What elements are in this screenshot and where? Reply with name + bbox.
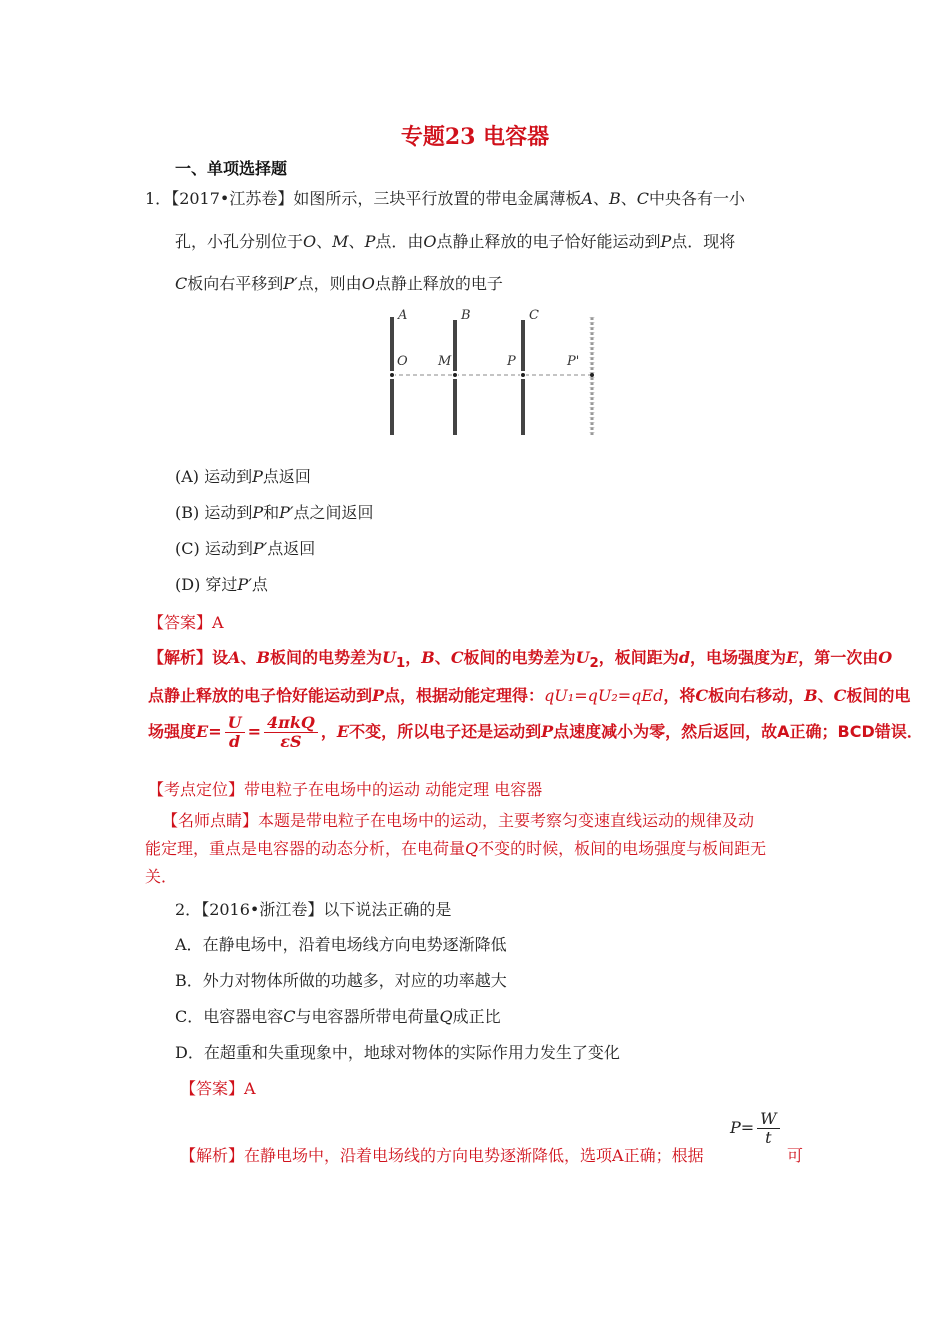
t: 、	[240, 648, 257, 667]
sub: 1	[395, 656, 406, 672]
t: =	[247, 722, 261, 741]
option-text: 点返回	[267, 539, 316, 558]
var-p-prime: P′	[237, 575, 252, 594]
answer-value: A	[244, 1079, 256, 1098]
option-text: 运动到	[204, 539, 253, 558]
var-c: C	[283, 1007, 296, 1026]
option-key: C．	[175, 1007, 204, 1026]
var-o: O	[361, 274, 375, 293]
q1-text: 点静止释放的电子	[374, 274, 503, 293]
q2-answer	[180, 1076, 256, 1099]
option-text: 和	[263, 503, 280, 522]
sep: 、	[316, 232, 333, 251]
q2-analysis	[180, 1143, 704, 1166]
t: 不变，所以电子还是运动到	[349, 722, 542, 741]
eq: =	[740, 1118, 755, 1137]
q2-text: 以下说法正确的是	[323, 900, 452, 919]
var: O	[878, 648, 893, 667]
q1-analysis-line-1	[148, 645, 892, 671]
t: 板间的电	[846, 686, 911, 705]
t: ，	[405, 648, 422, 667]
q1-option-c[interactable]	[175, 536, 315, 559]
option-key: D．	[175, 1043, 204, 1062]
var: B	[421, 648, 435, 667]
q1-number: 1．	[145, 189, 172, 208]
option-text: 外力对物体所做的功越多，对应的功率越大	[202, 971, 507, 990]
capacitor-plates-diagram	[370, 305, 620, 440]
var: d	[678, 648, 690, 667]
var: A	[228, 648, 241, 667]
t: 点速度减小为零，然后返回，故	[553, 722, 778, 741]
page-title: 专题23 电容器	[400, 124, 550, 150]
var-p-prime: P′	[283, 274, 298, 293]
option-key: (D)	[175, 575, 201, 594]
t: ，电场强度为	[690, 648, 787, 667]
num: 4πkQ	[264, 714, 318, 733]
var: B	[804, 686, 818, 705]
var: E	[786, 648, 799, 667]
den: εS	[280, 732, 302, 751]
q1-text: 孔，小孔分别位于	[175, 232, 304, 251]
var: C	[450, 648, 464, 667]
q1-text: 点．现将	[671, 232, 736, 251]
var-p: P	[660, 232, 672, 251]
sep: 、	[592, 189, 609, 208]
label-b: B	[461, 308, 471, 323]
q1-dianjing-line-1	[162, 808, 754, 831]
label-p-prime: P'	[567, 354, 580, 369]
point-p	[521, 373, 525, 377]
q1-dianjing-line-3: 关．	[145, 867, 178, 886]
t: 、	[434, 648, 451, 667]
t: =	[208, 722, 222, 741]
q1-text: 中央各有一小	[648, 189, 745, 208]
sep: 、	[348, 232, 365, 251]
t: 板间的电势差为	[270, 648, 383, 667]
q1-text: 点静止释放的电子恰好能运动到	[436, 232, 661, 251]
option-key: A．	[175, 935, 203, 954]
q1-kaodian	[148, 777, 542, 800]
t: 场强度	[148, 722, 197, 741]
q1-text: 如图所示，三块平行放置的带电金属薄板	[293, 189, 582, 208]
var: B	[256, 648, 270, 667]
q2-option-d[interactable]	[175, 1040, 620, 1063]
q1-dianjing-line-2	[145, 836, 766, 859]
var: U	[382, 648, 396, 667]
option-text: 电容器电容	[203, 1007, 284, 1026]
analysis-label: 【解析】	[148, 648, 213, 667]
analysis-text: 在静电场中，沿着电场线的方向电势逐渐降低，选项A正确；根据	[244, 1146, 704, 1165]
answer-label: 【答案】	[180, 1079, 245, 1098]
option-key: B．	[175, 971, 203, 990]
t: A	[777, 722, 790, 741]
option-key: (A)	[175, 467, 200, 486]
option-text: 运动到	[204, 467, 253, 486]
var-p: P	[730, 1118, 741, 1137]
t: 点静止释放的电子恰好能运动到	[148, 686, 373, 705]
q1-text: 点，则由	[297, 274, 362, 293]
dianjing-text: 不变的时候，板间的电场强度与板间距无	[478, 839, 767, 858]
kaodian-text: 带电粒子在电场中的运动 动能定理 电容器	[244, 780, 543, 799]
t: 、	[817, 686, 834, 705]
var-p: P	[364, 232, 376, 251]
var: C	[695, 686, 709, 705]
var-q: Q	[439, 1007, 453, 1026]
t: 错误．	[874, 722, 923, 741]
var-q: Q	[465, 839, 479, 858]
dianjing-text: 本题是带电粒子在电场中的运动，主要考察匀变速直线运动的规律及动	[258, 811, 755, 830]
var-p: P	[252, 467, 263, 486]
var: P	[541, 722, 554, 741]
option-text: 在静电场中，沿着电场线方向电势逐渐降低	[202, 935, 507, 954]
q1-line-3	[175, 271, 503, 294]
label-c: C	[529, 308, 539, 323]
num: W	[757, 1110, 779, 1129]
q2-option-b[interactable]	[175, 968, 507, 991]
den: d	[229, 732, 241, 751]
q2-stem	[175, 897, 451, 920]
var-o: O	[303, 232, 317, 251]
option-text: 穿过	[205, 575, 238, 594]
den: t	[765, 1128, 772, 1147]
q2-option-a[interactable]	[175, 932, 507, 955]
var-c: C	[175, 274, 188, 293]
var: E	[336, 722, 350, 741]
option-text: 在超重和失重现象中，地球对物体的实际作用力发生了变化	[203, 1043, 620, 1062]
kaodian-label: 【考点定位】	[148, 780, 245, 799]
section-heading: 一、单项选择题	[175, 159, 288, 178]
option-text: 点返回	[262, 467, 311, 486]
option-text: 与电容器所带电荷量	[295, 1007, 440, 1026]
option-key: (C)	[175, 539, 200, 558]
label-p: P	[507, 354, 516, 369]
label-a: A	[398, 308, 408, 323]
option-text: 点之间返回	[293, 503, 374, 522]
label-m: M	[438, 354, 452, 369]
q2-source: 【2016•浙江卷】	[201, 900, 324, 919]
point-o	[390, 373, 394, 377]
t: 设	[212, 648, 229, 667]
q2-option-c[interactable]	[175, 1004, 501, 1027]
var-o: O	[423, 232, 437, 251]
var-c: C	[636, 189, 649, 208]
var-p-prime: P′	[279, 503, 294, 522]
q1-line-2	[175, 229, 735, 252]
var-a: A	[581, 189, 593, 208]
sub: 2	[589, 656, 599, 672]
var: E	[196, 722, 209, 741]
q1-option-b[interactable]	[175, 500, 374, 523]
q2-number: 2．	[175, 900, 202, 919]
var: P	[372, 686, 385, 705]
q2-analysis-end: 可	[787, 1146, 804, 1165]
var: C	[833, 686, 847, 705]
dianjing-text: 能定理，重点是电容器的动态分析，在电荷量	[145, 839, 466, 858]
t: ，	[320, 722, 337, 741]
point-p-prime	[590, 373, 594, 377]
t: BCD	[837, 722, 875, 741]
option-key: (B)	[175, 503, 200, 522]
q2-power-formula	[730, 1110, 783, 1147]
fraction-4pikq-es	[264, 714, 318, 751]
q1-answer	[148, 610, 224, 633]
answer-label: 【答案】	[148, 613, 213, 632]
q1-text: 板向右平移到	[187, 274, 284, 293]
t: 正确；	[789, 722, 838, 741]
t: 板间的电势差为	[463, 648, 576, 667]
var-p-prime: P′	[252, 539, 268, 558]
q1-option-d[interactable]	[175, 572, 268, 595]
num: U	[225, 714, 245, 733]
t: ，第一次由	[798, 648, 879, 667]
var: U	[575, 648, 590, 667]
analysis-label: 【解析】	[180, 1146, 245, 1165]
q1-analysis-line-3	[148, 714, 923, 751]
fraction-u-d	[225, 714, 245, 751]
answer-value: A	[212, 613, 224, 632]
option-text: 运动到	[204, 503, 253, 522]
t: ，板间距为	[598, 648, 679, 667]
q1-source: 【2017•江苏卷】	[171, 189, 294, 208]
var-p: P	[252, 503, 264, 522]
t: 点，根据动能定理得：	[384, 686, 545, 705]
sep: 、	[620, 189, 637, 208]
q1-line-1	[145, 186, 745, 209]
t: 板向右移动，	[708, 686, 805, 705]
option-text: 成正比	[452, 1007, 501, 1026]
q1-text: 点．由	[375, 232, 424, 251]
q1-analysis-line-2	[148, 683, 910, 706]
t: ，将	[663, 686, 696, 705]
var-b: B	[608, 189, 621, 208]
dianjing-label: 【名师点睛】	[162, 811, 259, 830]
q1-option-a[interactable]	[175, 464, 311, 487]
fraction-w-t	[757, 1110, 779, 1147]
point-m	[453, 373, 457, 377]
label-o: O	[397, 354, 408, 369]
formula: qU₁=qU₂=qEd	[544, 686, 664, 705]
var-m: M	[332, 232, 349, 251]
option-text: 点	[251, 575, 268, 594]
